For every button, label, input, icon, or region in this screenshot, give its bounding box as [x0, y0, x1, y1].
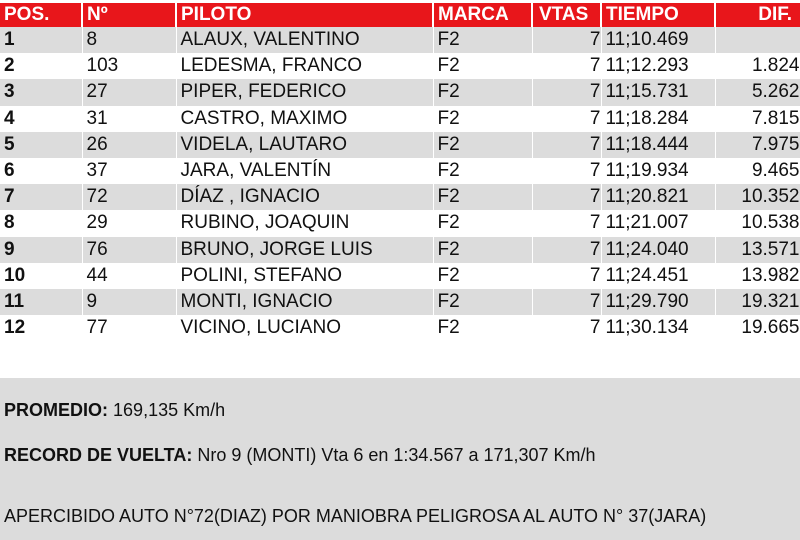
- table-row: [0, 158, 800, 184]
- cell-num: 72: [82, 184, 176, 210]
- cell-pos: 9: [0, 237, 82, 263]
- average-speed-label: PROMEDIO:: [4, 400, 109, 420]
- cell-piloto: ALAUX, VALENTINO: [176, 27, 433, 53]
- cell-dif: 13.982: [715, 263, 800, 289]
- cell-dif: 19.665: [715, 315, 800, 341]
- cell-pos: 7: [0, 184, 82, 210]
- cell-num: 76: [82, 237, 176, 263]
- cell-tiempo: 11;10.469: [601, 27, 715, 53]
- lap-record-label: RECORD DE VUELTA:: [4, 445, 193, 465]
- col-header-tiempo: TIEMPO: [601, 3, 715, 27]
- cell-marca: F2: [433, 79, 532, 105]
- cell-tiempo: 11;12.293: [601, 53, 715, 79]
- cell-pos: 10: [0, 263, 82, 289]
- table-row: [0, 132, 800, 158]
- col-header-dif: DIF.: [715, 3, 800, 27]
- cell-piloto: LEDESMA, FRANCO: [176, 53, 433, 79]
- lap-record-value: Nro 9 (MONTI) Vta 6 en 1:34.567 a 171,307 Km/h: [197, 445, 596, 465]
- cell-pos: 12: [0, 315, 82, 341]
- cell-tiempo: 11;21.007: [601, 210, 715, 236]
- cell-dif: 7.815: [715, 106, 800, 132]
- table-row: [0, 27, 800, 53]
- cell-piloto: BRUNO, JORGE LUIS: [176, 237, 433, 263]
- cell-pos: 8: [0, 210, 82, 236]
- cell-piloto: RUBINO, JOAQUIN: [176, 210, 433, 236]
- cell-tiempo: 11;20.821: [601, 184, 715, 210]
- cell-vtas: 7: [532, 158, 601, 184]
- penalty-note: APERCIBIDO AUTO N°72(DIAZ) POR MANIOBRA PELIGROSA AL AUTO N° 37(JARA): [4, 506, 707, 526]
- cell-vtas: 7: [532, 289, 601, 315]
- cell-dif: 1.824: [715, 53, 800, 79]
- cell-num: 9: [82, 289, 176, 315]
- cell-pos: 11: [0, 289, 82, 315]
- cell-pos: 2: [0, 53, 82, 79]
- cell-tiempo: 11;24.451: [601, 263, 715, 289]
- cell-pos: 5: [0, 132, 82, 158]
- table-row: [0, 263, 800, 289]
- cell-piloto: POLINI, STEFANO: [176, 263, 433, 289]
- cell-marca: F2: [433, 158, 532, 184]
- cell-tiempo: 11;24.040: [601, 237, 715, 263]
- cell-tiempo: 11;29.790: [601, 289, 715, 315]
- cell-pos: 6: [0, 158, 82, 184]
- cell-dif: 10.352: [715, 184, 800, 210]
- cell-num: 44: [82, 263, 176, 289]
- cell-num: 37: [82, 158, 176, 184]
- cell-piloto: JARA, VALENTÍN: [176, 158, 433, 184]
- table-row: [0, 210, 800, 236]
- col-header-vtas: VTAS: [532, 3, 601, 27]
- cell-marca: F2: [433, 132, 532, 158]
- cell-vtas: 7: [532, 315, 601, 341]
- cell-vtas: 7: [532, 210, 601, 236]
- lap-record-line: [4, 445, 596, 466]
- col-header-pos: POS.: [0, 3, 82, 27]
- cell-vtas: 7: [532, 132, 601, 158]
- table-row: [0, 53, 800, 79]
- cell-dif: 5.262: [715, 79, 800, 105]
- cell-num: 26: [82, 132, 176, 158]
- cell-tiempo: 11;18.284: [601, 106, 715, 132]
- cell-piloto: VIDELA, LAUTARO: [176, 132, 433, 158]
- cell-marca: F2: [433, 53, 532, 79]
- table-row: [0, 237, 800, 263]
- table-row: [0, 184, 800, 210]
- col-header-piloto: PILOTO: [176, 3, 433, 27]
- cell-piloto: MONTI, IGNACIO: [176, 289, 433, 315]
- col-header-num: Nº: [82, 3, 176, 27]
- cell-marca: F2: [433, 315, 532, 341]
- cell-vtas: 7: [532, 263, 601, 289]
- race-info-panel: [0, 378, 800, 540]
- cell-dif: [715, 27, 800, 53]
- cell-piloto: CASTRO, MAXIMO: [176, 106, 433, 132]
- table-row: [0, 289, 800, 315]
- results-body: [0, 27, 800, 341]
- cell-marca: F2: [433, 210, 532, 236]
- cell-marca: F2: [433, 184, 532, 210]
- cell-num: 27: [82, 79, 176, 105]
- cell-tiempo: 11;15.731: [601, 79, 715, 105]
- cell-vtas: 7: [532, 106, 601, 132]
- cell-vtas: 7: [532, 79, 601, 105]
- header-row: [0, 3, 800, 27]
- cell-marca: F2: [433, 289, 532, 315]
- cell-dif: 9.465: [715, 158, 800, 184]
- cell-num: 29: [82, 210, 176, 236]
- table-row: [0, 315, 800, 341]
- cell-dif: 19.321: [715, 289, 800, 315]
- cell-pos: 4: [0, 106, 82, 132]
- table-row: [0, 79, 800, 105]
- cell-vtas: 7: [532, 237, 601, 263]
- cell-marca: F2: [433, 106, 532, 132]
- cell-dif: 13.571: [715, 237, 800, 263]
- col-header-marca: MARCA: [433, 3, 532, 27]
- cell-tiempo: 11;30.134: [601, 315, 715, 341]
- cell-num: 31: [82, 106, 176, 132]
- cell-marca: F2: [433, 263, 532, 289]
- average-speed-line: [4, 400, 225, 421]
- cell-pos: 1: [0, 27, 82, 53]
- cell-vtas: 7: [532, 27, 601, 53]
- cell-piloto: PIPER, FEDERICO: [176, 79, 433, 105]
- cell-tiempo: 11;19.934: [601, 158, 715, 184]
- cell-marca: F2: [433, 237, 532, 263]
- cell-tiempo: 11;18.444: [601, 132, 715, 158]
- cell-num: 8: [82, 27, 176, 53]
- results-table: [0, 3, 800, 341]
- cell-marca: F2: [433, 27, 532, 53]
- average-speed-value: 169,135 Km/h: [113, 400, 226, 420]
- cell-piloto: VICINO, LUCIANO: [176, 315, 433, 341]
- cell-vtas: 7: [532, 184, 601, 210]
- cell-piloto: DÍAZ , IGNACIO: [176, 184, 433, 210]
- cell-dif: 10.538: [715, 210, 800, 236]
- cell-pos: 3: [0, 79, 82, 105]
- cell-num: 77: [82, 315, 176, 341]
- cell-vtas: 7: [532, 53, 601, 79]
- cell-dif: 7.975: [715, 132, 800, 158]
- cell-num: 103: [82, 53, 176, 79]
- table-row: [0, 106, 800, 132]
